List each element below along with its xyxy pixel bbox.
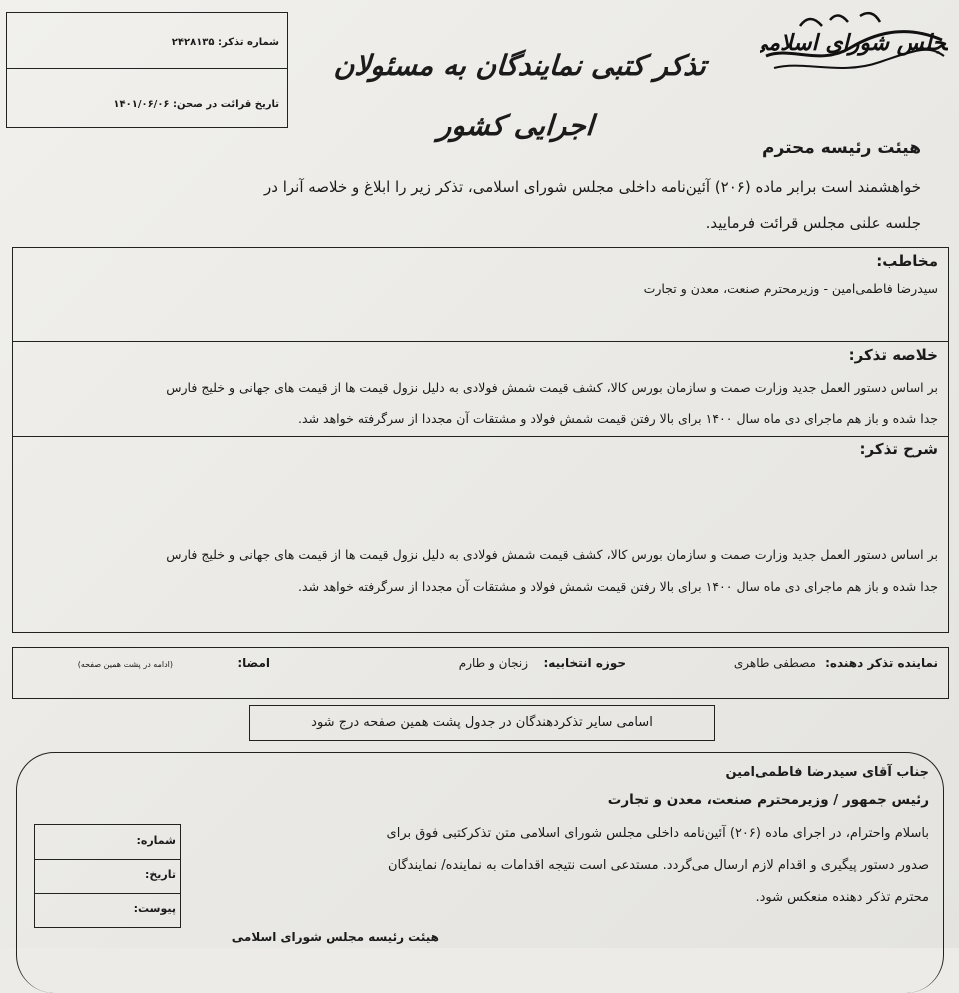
tazakor-frame <box>12 247 949 633</box>
sign-label: امضا: <box>237 656 270 670</box>
response-position: رئیس جمهور / وزیرمحترم صنعت، معدن و تجارت <box>607 792 929 808</box>
reading-date: تاریخ قرائت در صحن: ۱۴۰۱/۰۶/۰۶ <box>113 99 279 110</box>
addressee-label: مخاطب: <box>876 252 938 270</box>
ref-attachment-label: پیوست: <box>133 902 176 915</box>
addressee-text: سیدرضا فاطمی‌امین - وزیرمحترم صنعت، معدن و تجارت <box>643 281 938 296</box>
summary-line-2: جدا شده و باز هم ماجرای دی ماه سال ۱۴۰۰ برای بالا رفتن قیمت شمش فولاد و مشتقات آن مجددا از سرگرفته خواهد شد. <box>298 411 938 426</box>
greeting-line-2: جلسه علنی مجلس قرائت فرمایید. <box>705 214 921 232</box>
summary-label: خلاصه تذکر: <box>848 346 938 364</box>
response-signoff: هیئت رئیسه مجلس شورای اسلامی <box>231 930 439 944</box>
document-info-box <box>6 12 288 128</box>
other-reps-notice: اسامی سایر تذکردهندگان در جدول پشت همین صفحه درج شود <box>249 705 715 741</box>
majlis-logo <box>760 6 948 82</box>
document-title: تذکر کتبی نمایندگان به مسئولان اجرایی کشور <box>332 49 708 142</box>
ref-date-label: تاریخ: <box>144 868 176 881</box>
response-to: جناب آقای سیدرضا فاطمی‌امین <box>725 765 929 780</box>
signature-row <box>12 647 949 699</box>
greeting-title: هیئت رئیسه محترم <box>762 138 921 158</box>
ref-number-label: شماره: <box>136 834 176 847</box>
response-line-1: باسلام واحترام، در اجرای ماده (۲۰۶) آئین‌نامه داخلی مجلس شورای اسلامی متن تذکرکتبی فوق برای <box>386 826 929 841</box>
continued-note: (ادامه در پشت همین صفحه) <box>77 660 173 669</box>
svg-text:مجلس شورای اسلامی: مجلس شورای اسلامی <box>760 30 948 56</box>
district-label: حوزه انتخابیه: <box>543 656 626 670</box>
description-line-2: جدا شده و باز هم ماجرای دی ماه سال ۱۴۰۰ برای بالا رفتن قیمت شمش فولاد و مشتقات آن مجددا از سرگرفته خواهد شد. <box>298 579 938 594</box>
rep-name: مصطفی طاهری <box>733 656 816 670</box>
tazakor-number: شماره تذکر: ۲۴۲۸۱۳۵ <box>171 37 279 48</box>
greeting-line-1: خواهشمند است برابر ماده (۲۰۶) آئین‌نامه داخلی مجلس شورای اسلامی، تذکر زیر را ابلاغ و خلاصه آنرا در <box>264 178 921 196</box>
summary-line-1: بر اساس دستور العمل جدید وزارت صمت و سازمان بورس کالا، کشف قیمت شمش فولادی به دلیل نزول قیمت ها از قیمت های جهانی و خلیج فارس <box>166 380 938 395</box>
response-line-2: صدور دستور پیگیری و اقدام لازم ارسال می‌گردد. مستدعی است نتیجه اقدامات به نماینده/ نمایندگان <box>387 858 929 873</box>
rep-label: نماینده تذکر دهنده: <box>825 656 938 670</box>
response-line-3: محترم تذکر دهنده منعکس شود. <box>755 890 929 905</box>
district-name: زنجان و طارم <box>458 656 528 670</box>
description-line-1: بر اساس دستور العمل جدید وزارت صمت و سازمان بورس کالا، کشف قیمت شمش فولادی به دلیل نزول قیمت ها از قیمت های جهانی و خلیج فارس <box>166 547 938 562</box>
description-label: شرح تذکر: <box>859 440 938 458</box>
reference-box <box>34 824 181 928</box>
